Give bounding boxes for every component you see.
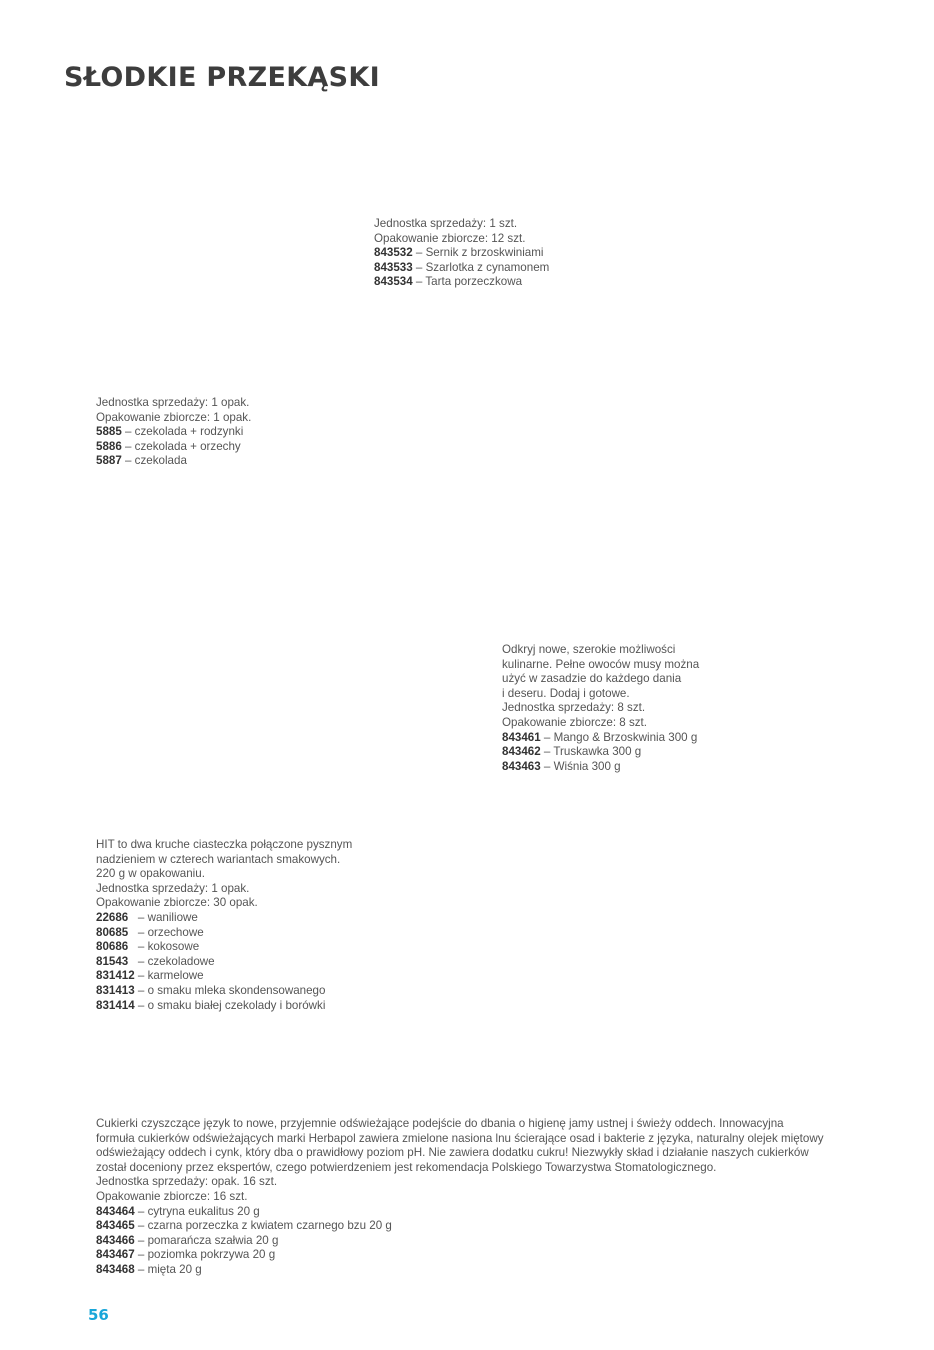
product-code: 831413	[96, 983, 135, 997]
product-block-chocolate	[96, 396, 251, 469]
product-code: 80686	[96, 940, 129, 954]
product-description: – orzechowe	[128, 925, 204, 939]
product-item	[96, 984, 352, 999]
description-line: odświeżający oddech i cynk, który dba o prawidłowy poziom pH. Nie zawiera dodatku cukru! Niezwykły skład i działanie naszych cukierków	[96, 1146, 809, 1160]
product-item	[96, 1234, 824, 1249]
product-item	[96, 969, 352, 984]
product-code: 831414	[96, 998, 135, 1012]
sales-unit-text: Jednostka sprzedaży: 8 szt.	[502, 701, 646, 715]
product-item	[374, 261, 549, 276]
product-description: – czekoladowe	[128, 954, 215, 968]
bulk-package-text: Opakowanie zbiorcze: 30 opak.	[96, 896, 258, 910]
product-description: – o smaku białej czekolady i borówki	[134, 998, 326, 1012]
product-code: 5887	[96, 454, 122, 468]
product-code: 843462	[502, 745, 541, 759]
product-item	[502, 745, 699, 760]
product-description: – kokosowe	[128, 940, 200, 954]
product-description: – Tarta porzeczkowa	[412, 275, 523, 289]
product-item	[374, 246, 549, 261]
product-code: 843534	[374, 275, 413, 289]
product-description: – Sernik z brzoskwiniami	[412, 246, 544, 260]
product-block-hit	[96, 838, 352, 1013]
product-block-cakes	[374, 217, 549, 290]
product-item	[96, 1219, 824, 1234]
product-code: 22686	[96, 910, 129, 924]
page-title: SŁODKIE PRZEKĄSKI	[64, 62, 380, 93]
product-description: – Mango & Brzoskwinia 300 g	[540, 730, 698, 744]
product-item	[96, 999, 352, 1014]
product-code: 843533	[374, 260, 413, 274]
product-item	[96, 940, 352, 955]
description-line: 220 g w opakowaniu.	[96, 867, 205, 881]
description-line: Odkryj nowe, szerokie możliwości	[502, 643, 676, 656]
product-item	[96, 1205, 824, 1220]
product-item	[96, 454, 251, 469]
product-description: – Szarlotka z cynamonem	[412, 260, 550, 274]
product-description: – karmelowe	[134, 969, 204, 983]
product-code: 843463	[502, 759, 541, 773]
bulk-package-text: Opakowanie zbiorcze: 12 szt.	[374, 231, 526, 245]
product-item	[96, 911, 352, 926]
product-code: 831412	[96, 969, 135, 983]
sales-unit-text: Jednostka sprzedaży: 1 szt.	[374, 217, 518, 230]
description-line: HIT to dwa kruche ciasteczka połączone pysznym	[96, 838, 353, 851]
product-code: 843467	[96, 1248, 135, 1262]
product-description: – pomarańcza szałwia 20 g	[134, 1233, 279, 1247]
sales-unit-text: Jednostka sprzedaży: 1 opak.	[96, 881, 250, 895]
product-code: 843532	[374, 246, 413, 260]
description-line: został doceniony przez ekspertów, czego potwierdzeniem jest rekomendacja Polskiego Towarzystwa Stomatologicznego.	[96, 1160, 717, 1174]
description-line: formuła cukierków odświeżających marki Herbapol zawiera zmielone nasiona lnu ścierające osad i bakterie z języka, naturalny olejek miętowy	[96, 1131, 824, 1145]
product-block-mousse	[502, 643, 699, 774]
product-code: 5885	[96, 425, 122, 439]
product-description: – Truskawka 300 g	[540, 745, 642, 759]
product-code: 5886	[96, 439, 122, 453]
product-description: – poziomka pokrzywa 20 g	[134, 1248, 276, 1262]
product-description: – cytryna eukalitus 20 g	[134, 1204, 260, 1218]
product-description: – czarna porzeczka z kwiatem czarnego bzu 20 g	[134, 1219, 392, 1233]
product-description: – waniliowe	[128, 910, 198, 924]
product-item	[502, 760, 699, 775]
product-code: 843461	[502, 730, 541, 744]
page-number: 56	[88, 1306, 109, 1324]
product-code: 80685	[96, 925, 129, 939]
product-description: – o smaku mleka skondensowanego	[134, 983, 326, 997]
product-description: – czekolada + rodzynki	[121, 425, 244, 439]
product-item	[96, 955, 352, 970]
description-line: Cukierki czyszczące język to nowe, przyjemnie odświeżające podejście do dbania o higienę jamy ustnej i świeży oddech. Innowacyjna	[96, 1117, 784, 1130]
product-item	[374, 275, 549, 290]
bulk-package-text: Opakowanie zbiorcze: 1 opak.	[96, 410, 252, 424]
product-description: – Wiśnia 300 g	[540, 759, 621, 773]
product-item	[96, 1248, 824, 1263]
description-line: użyć w zasadzie do każdego dania	[502, 672, 682, 686]
product-description: – czekolada + orzechy	[121, 439, 241, 453]
product-code: 81543	[96, 954, 129, 968]
product-item	[96, 440, 251, 455]
product-item	[502, 731, 699, 746]
product-item	[96, 926, 352, 941]
product-block-candy	[96, 1117, 824, 1278]
sales-unit-text: Jednostka sprzedaży: opak. 16 szt.	[96, 1175, 278, 1189]
product-item	[96, 425, 251, 440]
description-line: kulinarne. Pełne owoców musy można	[502, 657, 700, 671]
product-description: – mięta 20 g	[134, 1262, 202, 1276]
product-code: 843468	[96, 1262, 135, 1276]
sales-unit-text: Jednostka sprzedaży: 1 opak.	[96, 396, 250, 409]
description-line: i deseru. Dodaj i gotowe.	[502, 686, 630, 700]
bulk-package-text: Opakowanie zbiorcze: 16 szt.	[96, 1189, 248, 1203]
product-code: 843464	[96, 1204, 135, 1218]
bulk-package-text: Opakowanie zbiorcze: 8 szt.	[502, 715, 647, 729]
product-code: 843466	[96, 1233, 135, 1247]
product-code: 843465	[96, 1219, 135, 1233]
product-item	[96, 1263, 824, 1278]
product-description: – czekolada	[121, 454, 187, 468]
description-line: nadzieniem w czterech wariantach smakowych.	[96, 852, 341, 866]
